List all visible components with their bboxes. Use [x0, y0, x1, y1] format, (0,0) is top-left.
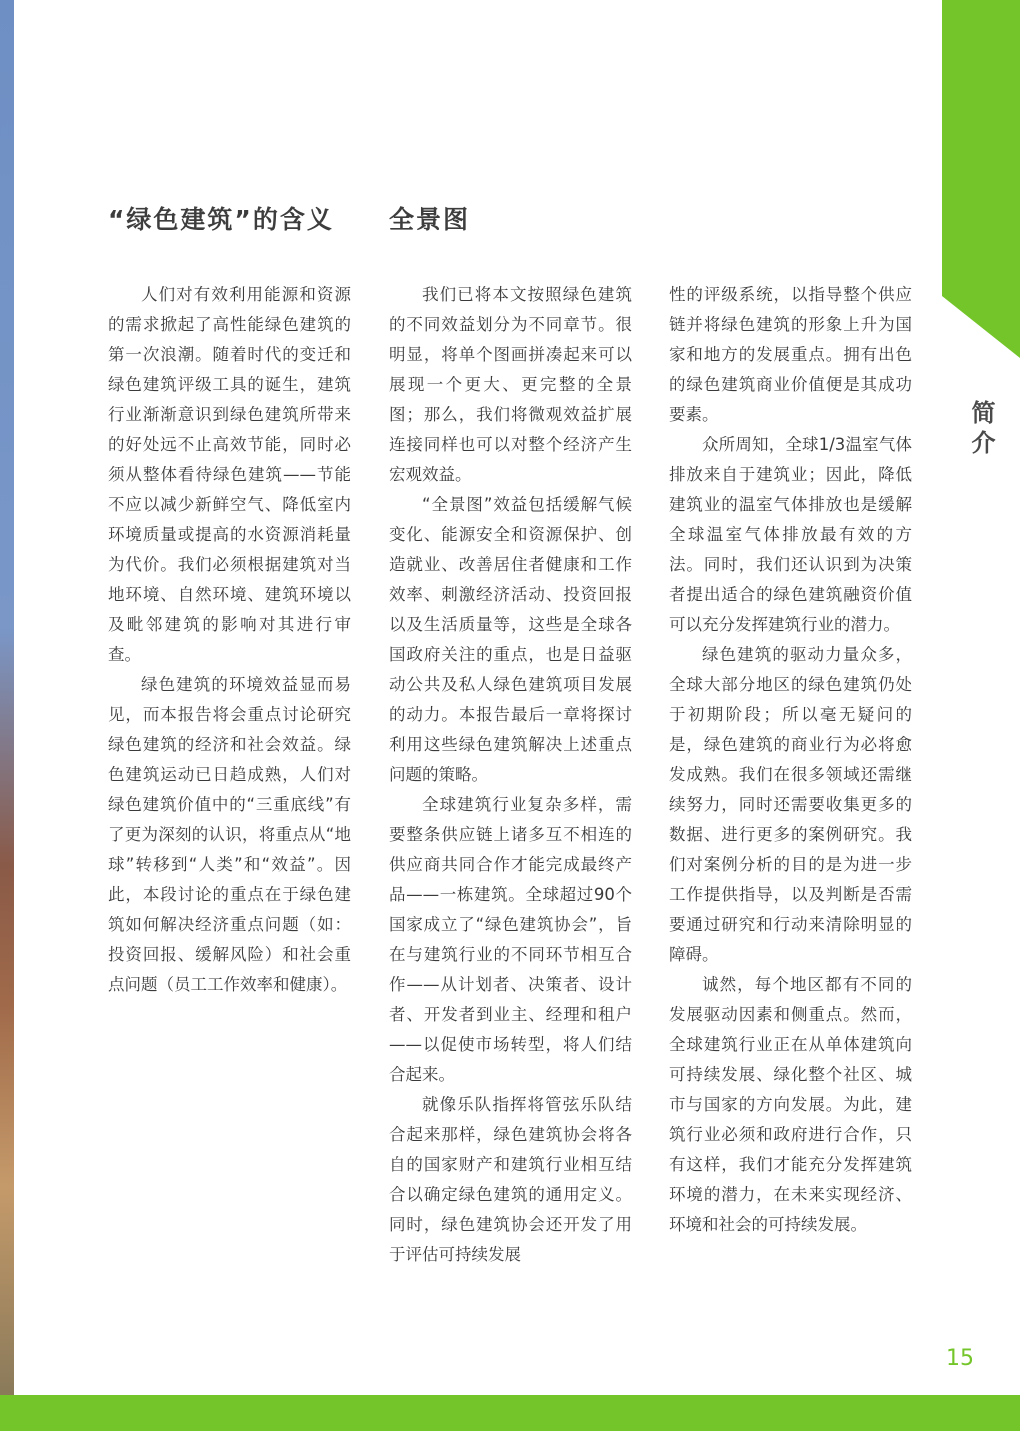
- bottom-green-bar: [0, 1395, 1020, 1431]
- green-corner-band: [942, 0, 1020, 296]
- paragraph: 我们已将本文按照绿色建筑的不同效益划分为不同章节。很明显，将单个图画拼凑起来可以展现一个更大、更完整的全景图；那么，我们将微观效益扩展连接同样也可以对整个经济产生宏观效益。: [389, 285, 632, 484]
- heading-panorama: 全景图: [389, 205, 471, 234]
- paragraph: 全球建筑行业复杂多样，需要整条供应链上诸多互不相连的供应商共同合作才能完成最终产品——一栋建筑。全球超过90个国家成立了“绿色建筑协会”，旨在与建筑行业的不同环节相互合作——从计划者、决策者、设计者、开发者到业主、经理和租户——以促使市场转型，将人们结合起来。: [389, 795, 632, 1084]
- text-column-3: [669, 280, 912, 1240]
- left-photo-strip: [0, 0, 14, 1395]
- paragraph: 众所周知，全球1/3温室气体排放来自于建筑业；因此，降低建筑业的温室气体排放也是缓解全球温室气体排放最有效的方法。同时，我们还认识到为决策者提出适合的绿色建筑融资价值可以充分发挥建筑行业的潜力。: [669, 435, 912, 634]
- paragraph: “全景图”效益包括缓解气候变化、能源安全和资源保护、创造就业、改善居住者健康和工作效率、刺激经济活动、投资回报以及生活质量等，这些是全球各国政府关注的重点，也是日益驱动公共及私人绿色建筑项目发展的动力。本报告最后一章将探讨利用这些绿色建筑解决上述重点问题的策略。: [389, 495, 632, 784]
- paragraph: 诚然，每个地区都有不同的发展驱动因素和侧重点。然而，全球建筑行业正在从单体建筑向可持续发展、绿化整个社区、城市与国家的方向发展。为此，建筑行业必须和政府进行合作，只有这样，我们才能充分发挥建筑环境的潜力，在未来实现经济、环境和社会的可持续发展。: [669, 975, 912, 1234]
- paragraph: 就像乐队指挥将管弦乐队结合起来那样，绿色建筑协会将各自的国家财产和建筑行业相互结合以确定绿色建筑的通用定义。同时，绿色建筑协会还开发了用于评估可持续发展: [389, 1095, 632, 1264]
- heading-green-building-meaning: “绿色建筑”的含义: [108, 205, 334, 234]
- paragraph: 绿色建筑的环境效益显而易见，而本报告将会重点讨论研究绿色建筑的经济和社会效益。绿色建筑运动已日趋成熟，人们对绿色建筑价值中的“三重底线”有了更为深刻的认识，将重点从“地球”转移到“人类”和“效益”。因此，本段讨论的重点在于绿色建筑如何解决经济重点问题（如：投资回报、缓解风险）和社会重点问题（员工工作效率和健康）。: [108, 675, 351, 994]
- paragraph: 绿色建筑的驱动力量众多，全球大部分地区的绿色建筑仍处于初期阶段；所以毫无疑问的是，绿色建筑的商业行为必将愈发成熟。我们在很多领域还需继续努力，同时还需要收集更多的数据、进行更多的案例研究。我们对案例分析的目的是为进一步工作提供指导，以及判断是否需要通过研究和行动来清除明显的障碍。: [669, 645, 912, 964]
- green-corner-triangle: [942, 296, 1020, 358]
- page-number: 15: [946, 1346, 974, 1371]
- section-tab-label: 简介: [967, 400, 995, 460]
- paragraph: 性的评级系统，以指导整个供应链并将绿色建筑的形象上升为国家和地方的发展重点。拥有出色的绿色建筑商业价值便是其成功要素。: [669, 285, 912, 424]
- text-column-1: [108, 280, 351, 1000]
- text-column-2: [389, 280, 632, 1270]
- paragraph: 人们对有效利用能源和资源的需求掀起了高性能绿色建筑的第一次浪潮。随着时代的变迁和绿色建筑评级工具的诞生，建筑行业渐渐意识到绿色建筑所带来的好处远不止高效节能，同时必须从整体看待绿色建筑——节能不应以减少新鲜空气、降低室内环境质量或提高的水资源消耗量为代价。我们必须根据建筑对当地环境、自然环境、建筑环境以及毗邻建筑的影响对其进行审查。: [108, 285, 351, 664]
